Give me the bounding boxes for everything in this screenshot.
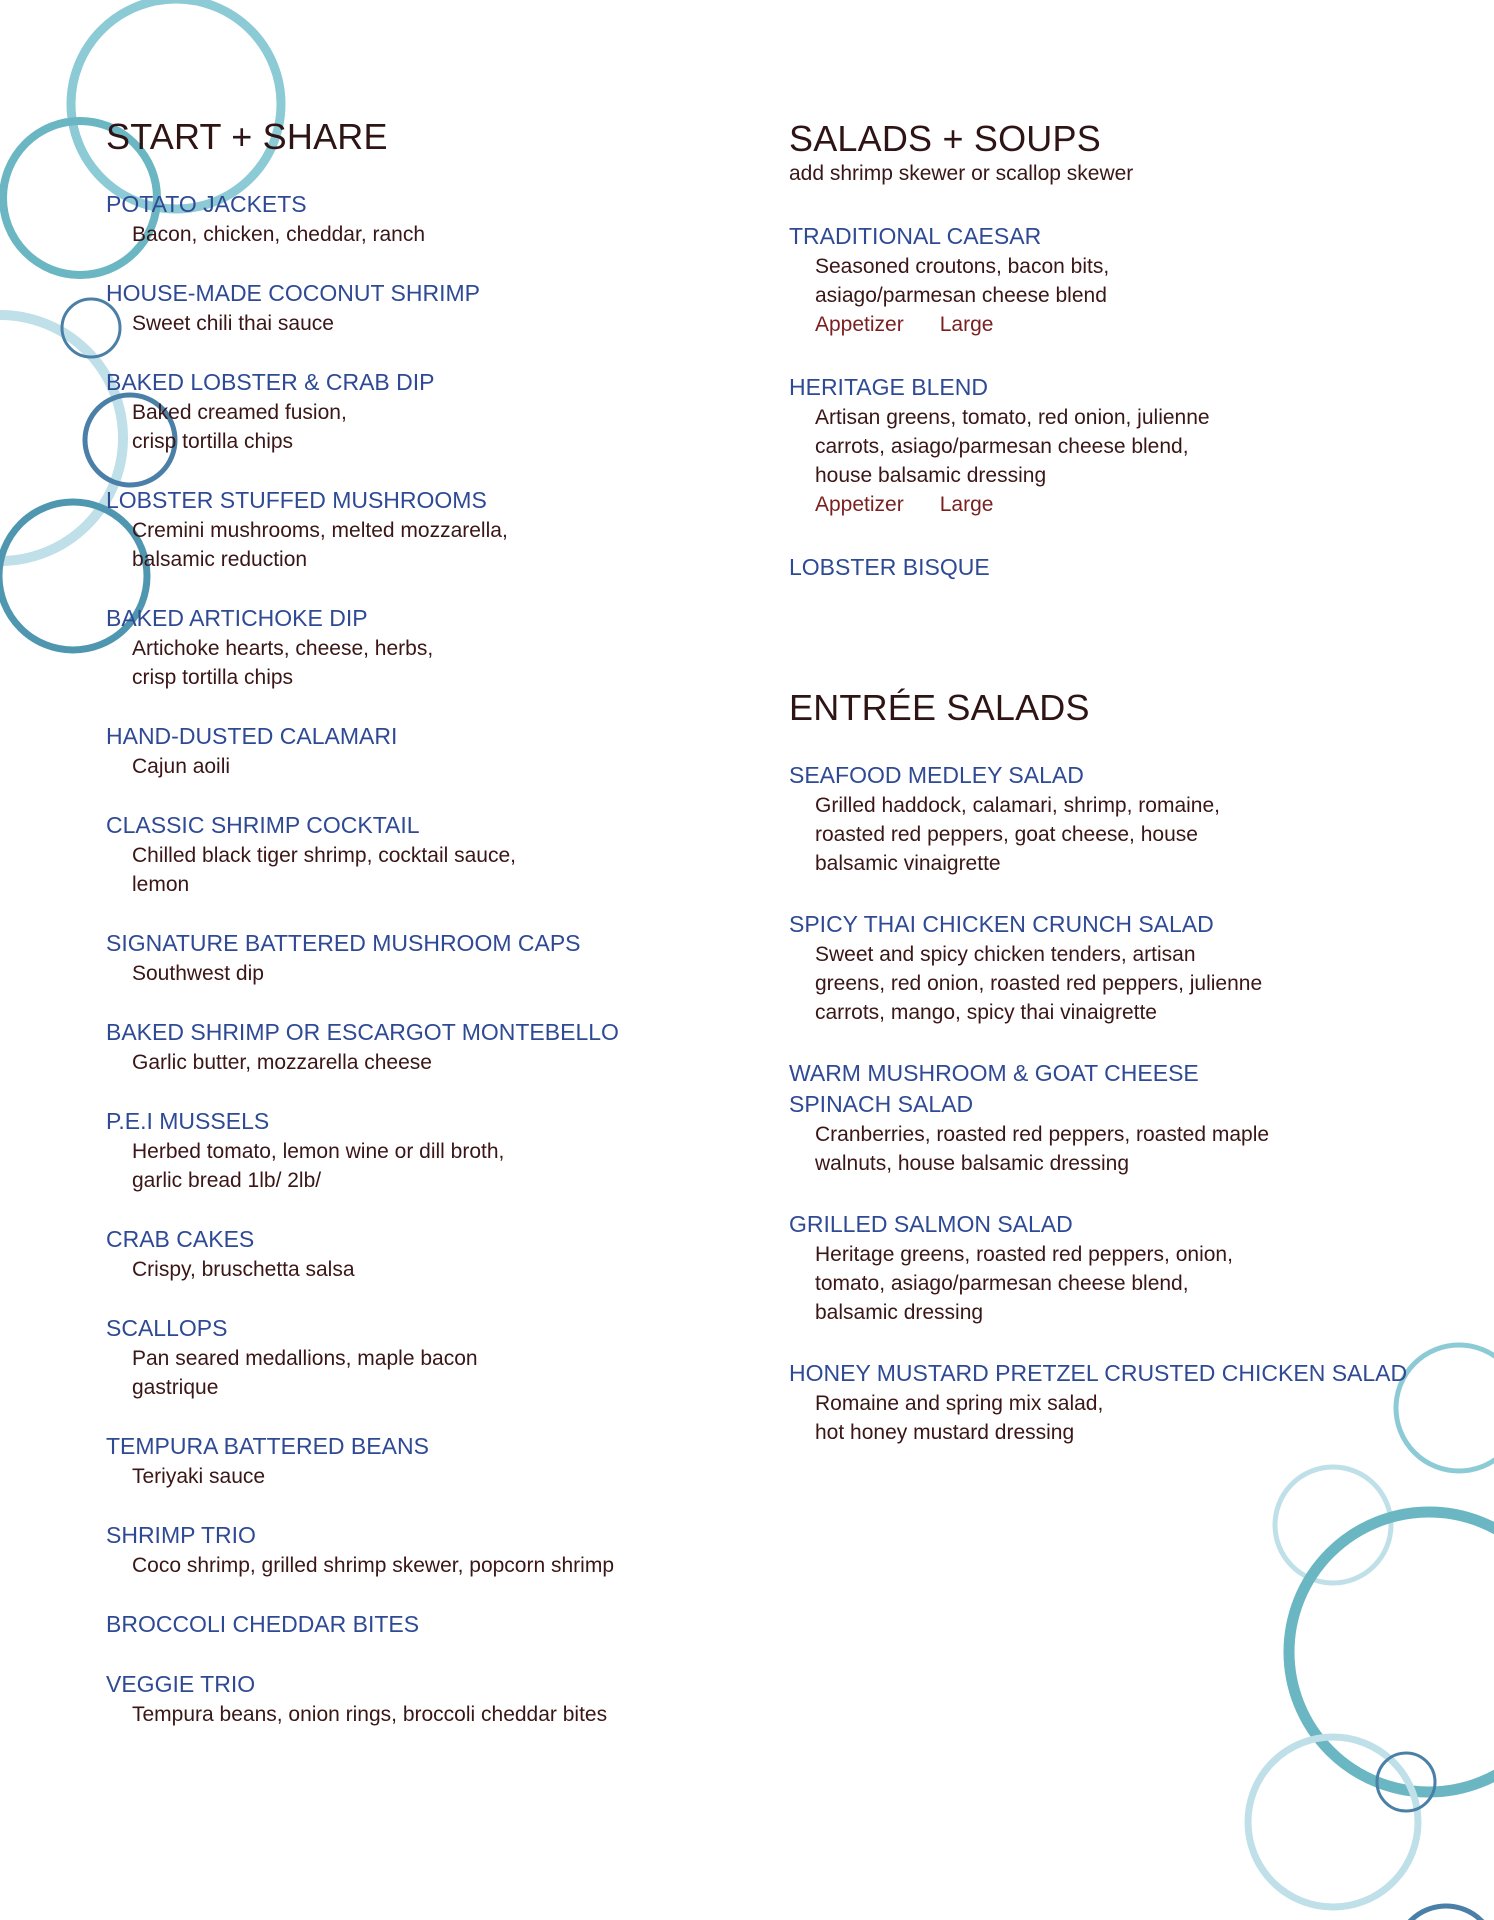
- menu-item-description: Seasoned croutons, bacon bits, asiago/parmesan cheese blend: [815, 255, 1110, 307]
- entree-salads-section: [789, 687, 1429, 1447]
- menu-item-description: Sweet chili thai sauce: [132, 312, 334, 335]
- menu-item-name: SHRIMP TRIO: [106, 1522, 256, 1548]
- menu-item-name: BAKED LOBSTER & CRAB DIP: [106, 369, 435, 395]
- menu-item: [106, 1431, 726, 1491]
- size-option: Appetizer: [815, 313, 904, 336]
- menu-item: [106, 1017, 726, 1077]
- menu-item-description: Teriyaki sauce: [132, 1465, 266, 1488]
- menu-item-name: LOBSTER BISQUE: [789, 554, 990, 580]
- salads-soups-section: [789, 118, 1429, 583]
- section-note: add shrimp skewer or scallop skewer: [789, 162, 1134, 185]
- menu-item: [106, 278, 726, 338]
- menu-item: [106, 1106, 726, 1195]
- menu-item: [106, 367, 726, 456]
- menu-item-description: Pan seared medallions, maple bacon gastrique: [132, 1347, 478, 1399]
- menu-item-description: Cremini mushrooms, melted mozzarella, balsamic reduction: [132, 519, 508, 571]
- menu-item-description: Cajun aoili: [132, 755, 231, 778]
- menu-item: [789, 1058, 1429, 1178]
- menu-item-name: SPICY THAI CHICKEN CRUNCH SALAD: [789, 911, 1214, 937]
- menu-item-name: CRAB CAKES: [106, 1226, 255, 1252]
- menu-item: [789, 909, 1429, 1027]
- menu-item-description: Artichoke hearts, cheese, herbs, crisp tortilla chips: [132, 637, 434, 689]
- right-column: [789, 118, 1429, 1447]
- menu-item-name: HOUSE-MADE COCONUT SHRIMP: [106, 280, 480, 306]
- menu-item-description: Heritage greens, roasted red peppers, onion, tomato, asiago/parmesan cheese blend, balsamic dressing: [815, 1243, 1233, 1324]
- section-title: START + SHARE: [106, 116, 388, 157]
- menu-item-description: Herbed tomato, lemon wine or dill broth, garlic bread 1lb/ 2lb/: [132, 1140, 505, 1192]
- menu-item-description: Garlic butter, mozzarella cheese: [132, 1051, 432, 1074]
- menu-item-description: Romaine and spring mix salad, hot honey mustard dressing: [815, 1392, 1104, 1444]
- menu-item: [106, 1520, 726, 1580]
- menu-item: [789, 552, 1429, 583]
- menu-item-name: BAKED ARTICHOKE DIP: [106, 605, 368, 631]
- menu-item: [789, 760, 1429, 878]
- menu-item: [106, 721, 726, 781]
- menu-item-name: BROCCOLI CHEDDAR BITES: [106, 1611, 420, 1637]
- menu-item-description: Southwest dip: [132, 962, 264, 985]
- menu-item-description: Coco shrimp, grilled shrimp skewer, popcorn shrimp: [132, 1554, 615, 1577]
- menu-item: [106, 1669, 726, 1729]
- menu-item: [106, 485, 726, 574]
- menu-item-description: Sweet and spicy chicken tenders, artisan greens, red onion, roasted red peppers, julienne carrots, mango, spicy thai vinaigrette: [815, 943, 1263, 1024]
- menu-item-description: Crispy, bruschetta salsa: [132, 1258, 355, 1281]
- menu-item-name: LOBSTER STUFFED MUSHROOMS: [106, 487, 487, 513]
- menu-item-name: GRILLED SALMON SALAD: [789, 1211, 1073, 1237]
- menu-item-name: SCALLOPS: [106, 1315, 228, 1341]
- menu-item-name: HERITAGE BLEND: [789, 374, 988, 400]
- start-share-section: [106, 116, 726, 1729]
- menu-item-name: POTATO JACKETS: [106, 191, 307, 217]
- menu-item-name: TEMPURA BATTERED BEANS: [106, 1433, 429, 1459]
- menu-item: [789, 372, 1429, 519]
- size-option: Large: [939, 493, 994, 516]
- menu-item-name: SEAFOOD MEDLEY SALAD: [789, 762, 1084, 788]
- section-title: SALADS + SOUPS: [789, 118, 1101, 159]
- circle-decoration: [1396, 1906, 1494, 1920]
- size-option: Large: [939, 313, 994, 336]
- menu-item: [789, 1358, 1429, 1447]
- menu-item-description: Artisan greens, tomato, red onion, julienne carrots, asiago/parmesan cheese blend, house balsamic dressing: [815, 406, 1210, 487]
- menu-item-sizes: [815, 490, 1429, 519]
- menu-item: [106, 1609, 726, 1640]
- menu-item-description: Bacon, chicken, cheddar, ranch: [132, 223, 426, 246]
- menu-item-name: SIGNATURE BATTERED MUSHROOM CAPS: [106, 930, 581, 956]
- menu-item-sizes: [815, 310, 1429, 339]
- menu-item: [789, 221, 1429, 339]
- menu-item-name: HONEY MUSTARD PRETZEL CRUSTED CHICKEN SALAD: [789, 1360, 1408, 1386]
- menu-item: [106, 1313, 726, 1402]
- menu-item-description: Baked creamed fusion, crisp tortilla chips: [132, 401, 347, 453]
- menu-item-name: TRADITIONAL CAESAR: [789, 223, 1042, 249]
- menu-item: [106, 1224, 726, 1284]
- menu-item: [106, 928, 726, 988]
- size-option: Appetizer: [815, 493, 904, 516]
- menu-item-name: CLASSIC SHRIMP COCKTAIL: [106, 812, 420, 838]
- menu-item-description: Chilled black tiger shrimp, cocktail sauce, lemon: [132, 844, 516, 896]
- menu-item: [789, 1209, 1429, 1327]
- menu-item-description: Tempura beans, onion rings, broccoli cheddar bites: [132, 1703, 608, 1726]
- menu-item-name: BAKED SHRIMP OR ESCARGOT MONTEBELLO: [106, 1019, 619, 1045]
- circle-decoration: [1248, 1737, 1418, 1907]
- menu-item-name: WARM MUSHROOM & GOAT CHEESE SPINACH SALAD: [789, 1060, 1199, 1117]
- circle-decoration: [1289, 1512, 1494, 1792]
- menu-item: [106, 810, 726, 899]
- menu-item-description: Grilled haddock, calamari, shrimp, romaine, roasted red peppers, goat cheese, house balsamic vinaigrette: [815, 794, 1220, 875]
- section-title: ENTRÉE SALADS: [789, 687, 1090, 728]
- menu-item-name: P.E.I MUSSELS: [106, 1108, 270, 1134]
- menu-item-name: VEGGIE TRIO: [106, 1671, 256, 1697]
- menu-item-description: Cranberries, roasted red peppers, roasted maple walnuts, house balsamic dressing: [815, 1123, 1270, 1175]
- menu-item: [106, 603, 726, 692]
- menu-item: [106, 189, 726, 249]
- menu-item-name: HAND-DUSTED CALAMARI: [106, 723, 398, 749]
